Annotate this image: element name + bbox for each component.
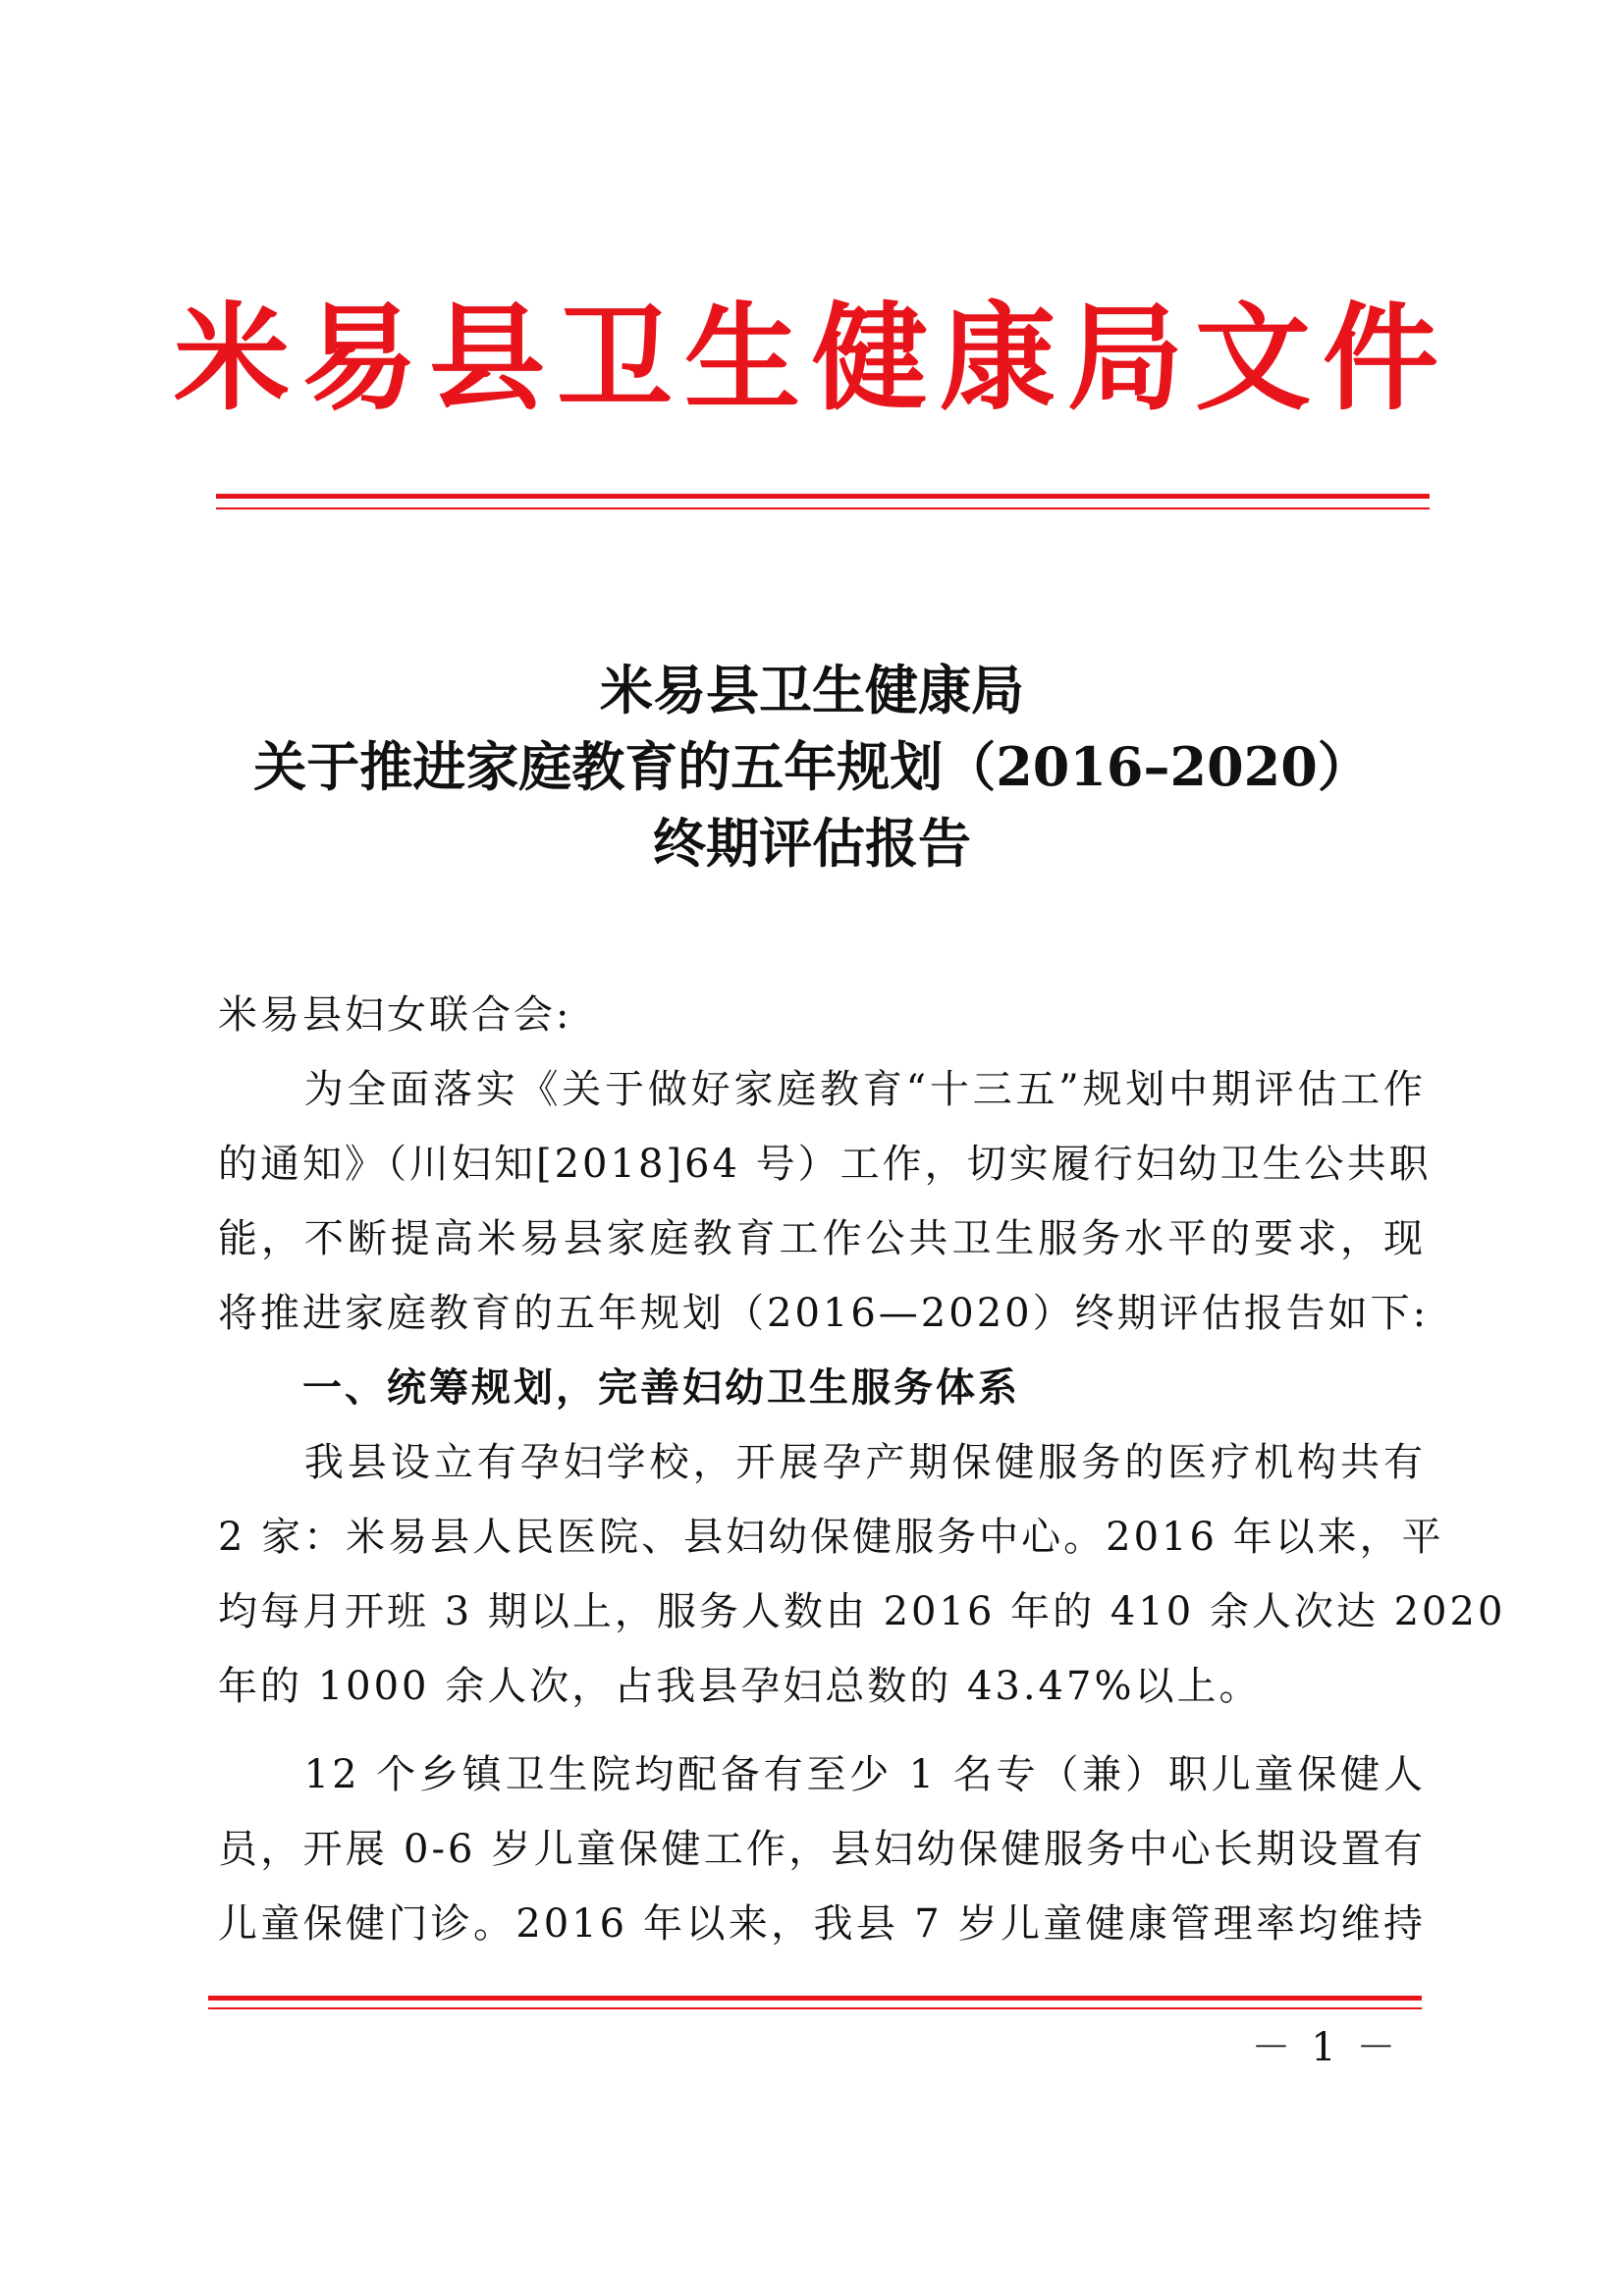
body-line: 儿童保健门诊。2016 年以来，我县 7 岁儿童健康管理率均维持	[218, 1901, 1426, 1947]
red-rule-bottom-thin	[208, 2007, 1422, 2009]
body-line: 将推进家庭教育的五年规划（2016—2020）终期评估报告如下:	[218, 1291, 1430, 1336]
body-line: 的通知》（川妇知[2018]64 号）工作，切实履行妇幼卫生公共职	[218, 1142, 1432, 1187]
section-heading-1: 一、统筹规划，完善妇幼卫生服务体系	[218, 1365, 1020, 1411]
red-rule-bottom-thick	[208, 1996, 1422, 2001]
body-line: 2 家：米易县人民医院、县妇幼保健服务中心。2016 年以来，平	[218, 1515, 1444, 1560]
title-line-2: 关于推进家庭教育的五年规划（2016–2020）	[253, 735, 1371, 798]
body-line: 年的 1000 余人次，占我县孕妇总数的 43.47%以上。	[218, 1664, 1262, 1709]
title-line-1: 米易县卫生健康局	[600, 659, 1024, 721]
red-rule-top-thin	[216, 507, 1430, 509]
title-line-3: 终期评估报告	[653, 812, 971, 875]
body-line: 为全面落实《关于做好家庭教育“十三五”规划中期评估工作	[218, 1067, 1426, 1112]
body-line: 12 个乡镇卫生院均配备有至少 1 名专（兼）职儿童保健人	[218, 1752, 1426, 1797]
body-line: 我县设立有孕妇学校，开展孕产期保健服务的医疗机构共有	[218, 1440, 1426, 1485]
red-rule-top-thick	[216, 494, 1430, 499]
salutation: 米易县妇女联合会:	[218, 992, 572, 1038]
page-number: － 1 －	[1251, 2025, 1400, 2070]
body-line: 均每月开班 3 期以上，服务人数由 2016 年的 410 余人次达 2020	[218, 1589, 1506, 1634]
body-line: 员，开展 0-6 岁儿童保健工作，县妇幼保健服务中心长期设置有	[218, 1827, 1426, 1872]
document-masthead: 米易县卫生健康局文件	[173, 290, 1450, 426]
body-line: 能，不断提高米易县家庭教育工作公共卫生服务水平的要求，现	[218, 1216, 1426, 1261]
